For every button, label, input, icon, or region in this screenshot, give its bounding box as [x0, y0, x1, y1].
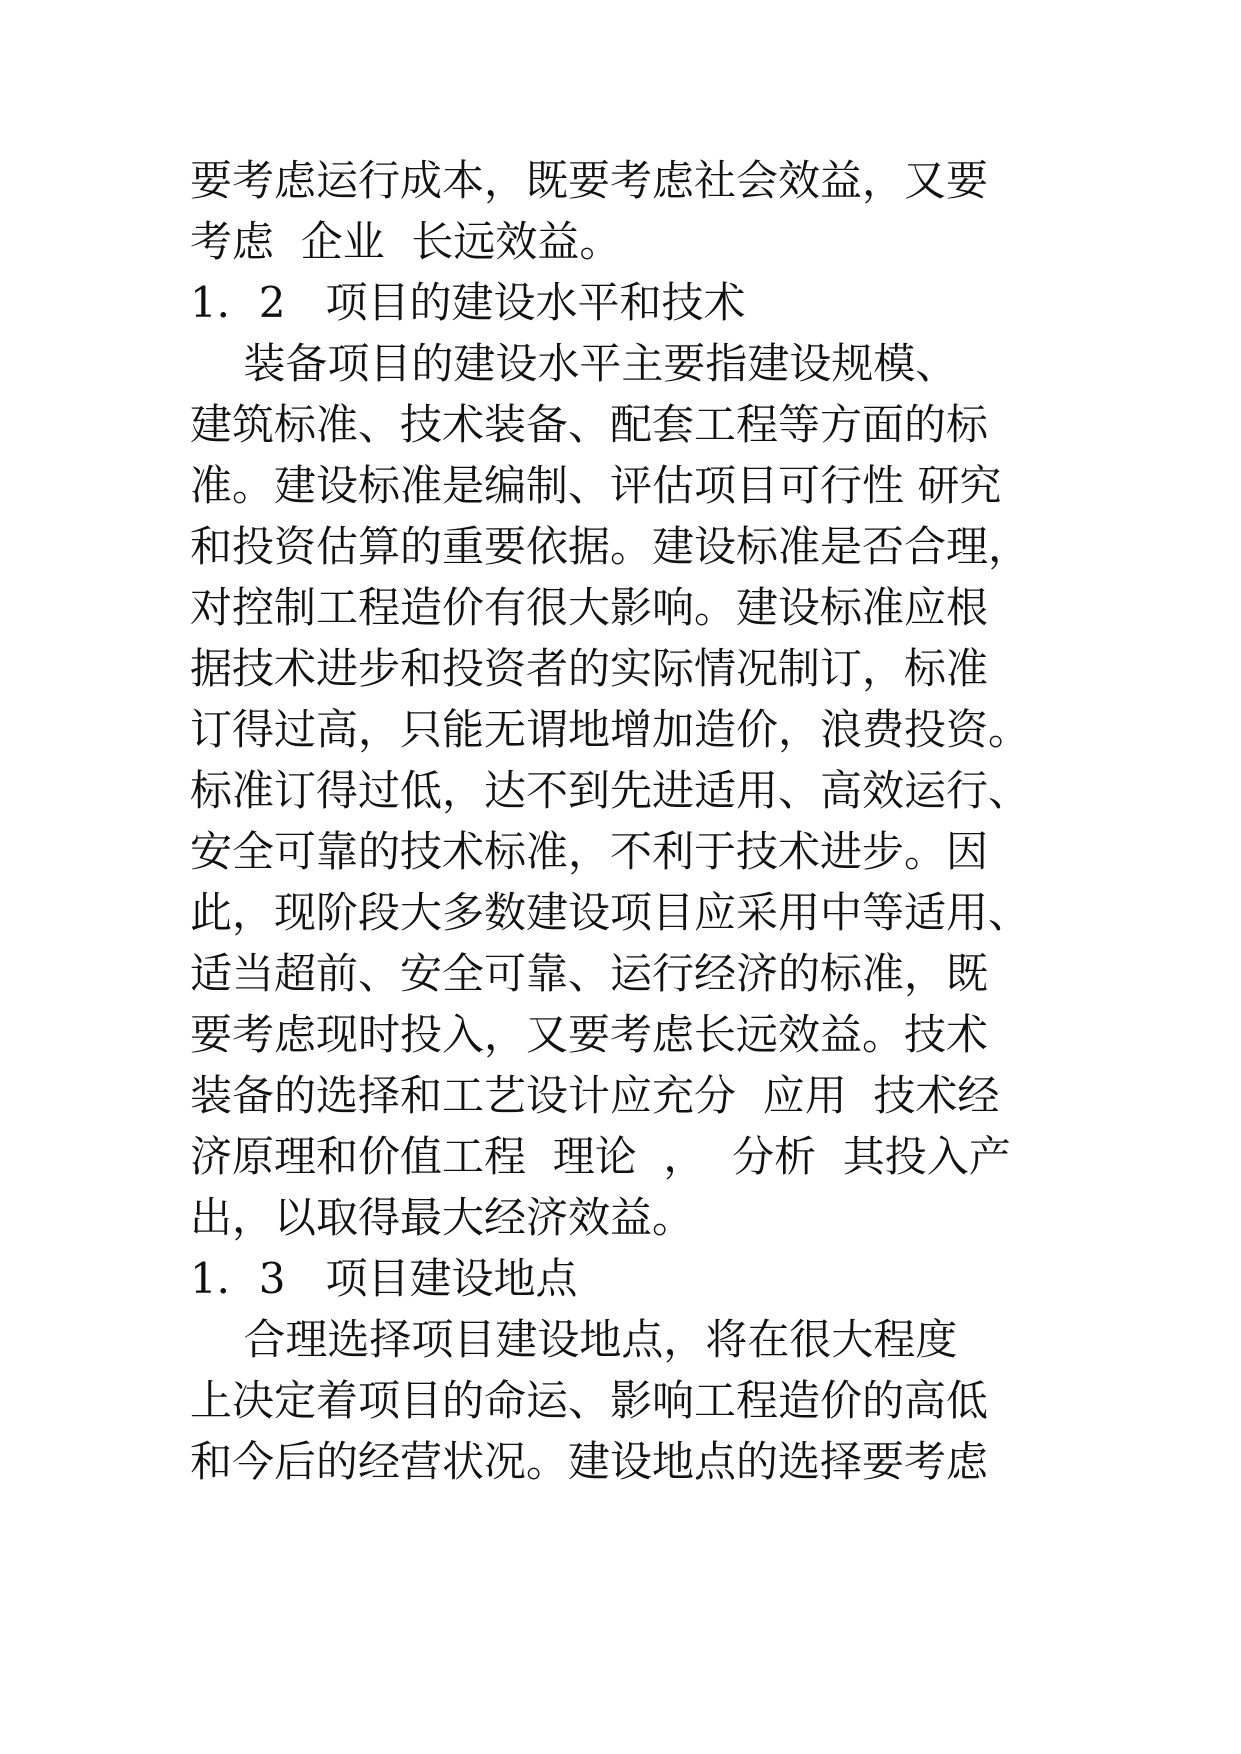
text-line: 考虑 企业 长远效益。 [190, 217, 622, 266]
text-line: 装备的选择和工艺设计应充分 应用 技术经 [190, 1071, 1000, 1120]
text-line: 建筑标准、技术装备、配套工程等方面的标 [190, 400, 989, 449]
text-line: 出，以取得最大经济效益。 [190, 1193, 695, 1242]
text-line: 要考虑运行成本，既要考虑社会效益，又要 [190, 156, 989, 205]
text-line: 安全可靠的技术标准，不利于技术进步。因 [190, 827, 989, 876]
section-heading-1-2: 1．2 项目的建设水平和技术 [190, 278, 746, 327]
section-heading-1-3: 1．3 项目建设地点 [190, 1254, 578, 1303]
text-line: 和投资估算的重要依据。建设标准是否合理， [190, 522, 1031, 571]
text-line: 准。建设标准是编制、评估项目可行性 研究 [190, 461, 1002, 510]
text-line: 此，现阶段大多数建设项目应采用中等适用、 [190, 888, 1031, 937]
text-line: 要考虑现时投入，又要考虑长远效益。技术 [190, 1010, 989, 1059]
text-line: 上决定着项目的命运、影响工程造价的高低 [190, 1376, 989, 1425]
document-body [190, 150, 1070, 1492]
text-line: 济原理和价值工程 理论 ， 分析 其投入产 [190, 1132, 1011, 1181]
text-line: 适当超前、安全可靠、运行经济的标准，既 [190, 949, 989, 998]
text-line: 订得过高，只能无谓地增加造价，浪费投资。 [190, 705, 1031, 754]
paragraph-start: 装备项目的建设水平主要指建设规模、 [190, 339, 958, 388]
text-line: 和今后的经营状况。建设地点的选择要考虑 [190, 1437, 989, 1486]
paragraph-start: 合理选择项目建设地点，将在很大程度 [190, 1315, 958, 1364]
text-line: 据技术进步和投资者的实际情况制订，标准 [190, 644, 989, 693]
text-line: 对控制工程造价有很大影响。建设标准应根 [190, 583, 989, 632]
text-line: 标准订得过低，达不到先进适用、高效运行、 [190, 766, 1031, 815]
